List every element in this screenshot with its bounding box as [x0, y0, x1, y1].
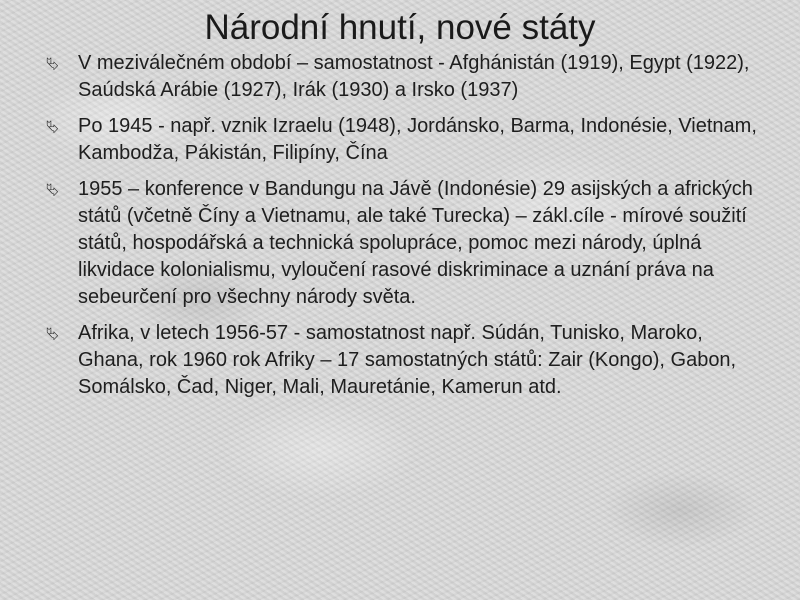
bullet-text: Po 1945 - např. vznik Izraelu (1948), Jordánsko, Barma, Indonésie, Vietnam, Kambodža, Pákistán, Filipíny, Čína — [78, 115, 757, 164]
bullet-text: 1955 – konference v Bandungu na Jávě (Indonésie) 29 asijských a afrických států (včetně Číny a Vietnamu, ale také Turecka) – zákl.cíle - mírové soužití států, hospodářská a technická spolupráce, pomoc mezi národy, úplná likvidace kolonialismu, vyloučení rasové diskriminace a uznání práva na sebeurčení pro všechny národy světa. — [78, 178, 753, 308]
bullet-list — [46, 50, 766, 410]
check-arrow-icon: ⮱ — [46, 54, 59, 73]
bullet-text: V meziválečném období – samostatnost - Afghánistán (1919), Egypt (1922), Saúdská Arábie (1927), Irák (1930) a Irsko (1937) — [78, 52, 750, 101]
check-arrow-icon: ⮱ — [46, 324, 59, 343]
bullet-item — [46, 176, 766, 311]
bullet-item — [46, 113, 766, 167]
bullet-item — [46, 320, 766, 401]
bullet-text: Afrika, v letech 1956-57 - samostatnost např. Súdán, Tunisko, Maroko, Ghana, rok 1960 rok Afriky – 17 samostatných států: Zair (Kongo), Gabon, Somálsko, Čad, Niger, Mali, Mauretánie, Kamerun atd. — [78, 322, 737, 398]
check-arrow-icon: ⮱ — [46, 117, 59, 136]
bullet-item — [46, 50, 766, 104]
check-arrow-icon: ⮱ — [46, 180, 59, 199]
slide-title: Národní hnutí, nové státy — [204, 8, 596, 47]
